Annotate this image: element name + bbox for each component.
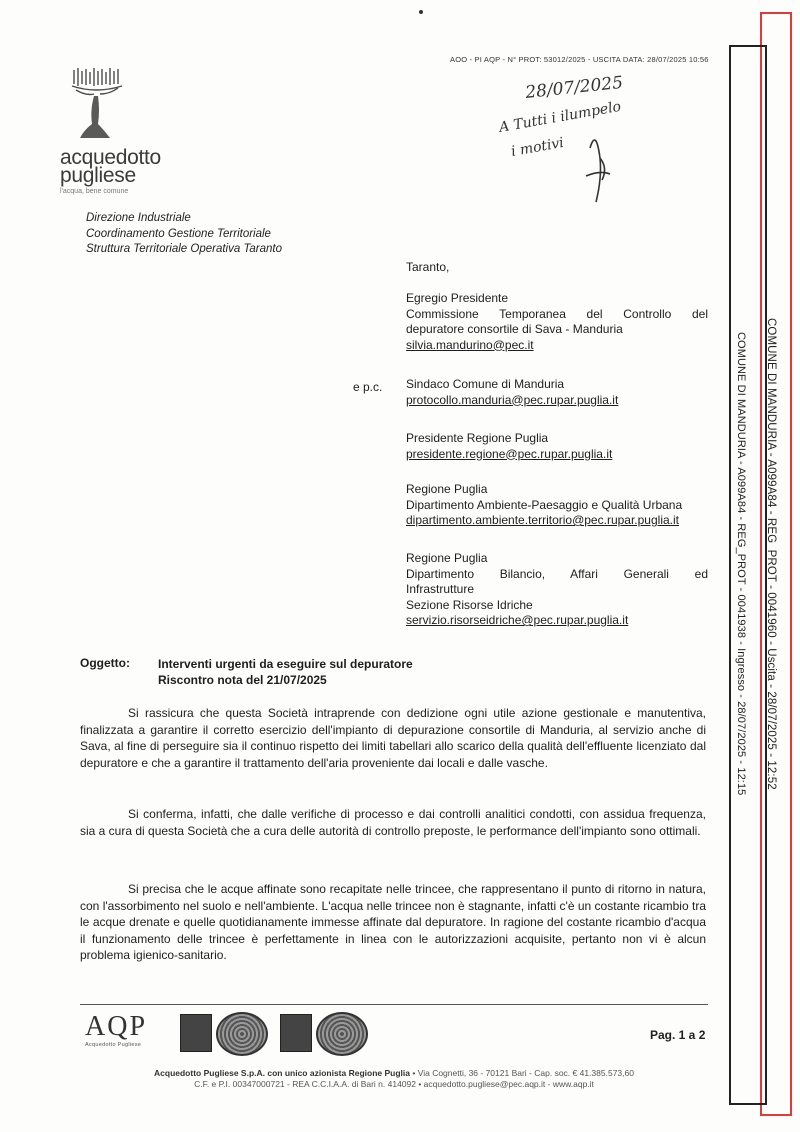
recipient-email[interactable]: servizio.risorseidriche@pec.rupar.puglia.it bbox=[406, 613, 629, 627]
aqp-logo-text: AQP bbox=[85, 1011, 148, 1042]
scan-dot bbox=[419, 10, 423, 14]
brand-name-1: acquedotto bbox=[60, 146, 161, 169]
body-paragraph-1 bbox=[80, 705, 706, 771]
certification-badge-icon bbox=[280, 1014, 312, 1052]
recipient-line: Regione Puglia bbox=[406, 482, 488, 496]
registration-stamp-uscita: COMUNE DI MANDURIA - A099A84 - REG_PROT - 0041960 - Uscita - 28/07/2025 - 12:52 bbox=[765, 318, 777, 790]
recipient-line: Commissione Temporanea del Controllo del bbox=[406, 306, 708, 321]
recipient-line: Sezione Risorse Idriche bbox=[406, 597, 533, 612]
sender-line: Coordinamento Gestione Territoriale bbox=[86, 227, 271, 240]
recipient-2 bbox=[406, 377, 708, 408]
company-registration: C.F. e P.I. 00347000721 - REA C.C.I.A.A. di Bari n. 414092 • acquedotto.pugliese@pec.aqp.it - www.aqp.it bbox=[194, 1079, 594, 1089]
recipient-line: Presidente Regione Puglia bbox=[406, 431, 549, 445]
body-paragraph-2 bbox=[80, 806, 706, 839]
paragraph-text: Si rassicura che questa Società intraprende con dedizione ogni utile azione gestionale e manutentiva, finalizzata a garantire il corretto esercizio dell'impianto di depurazione consortile di Manduria, al servizio anche di Sava, al fine di perseguire sia il continuo rispetto dei limiti tabellari allo scarico della qualità dell'effluente licenziato dal depuratore e che a garantire il trattamento dell'aria proveniente dai locali e dalle vasche. bbox=[80, 706, 706, 770]
paragraph-text: Si conferma, infatti, che dalle verifiche di processo e dai controlli analitici condotti, con assidua frequenza, sia a cura di questa Società che a cura delle autorità di controllo preposte, le performance dell'impianto sono ottimali. bbox=[80, 807, 706, 838]
recipient-4 bbox=[406, 482, 708, 529]
sender-block bbox=[86, 211, 282, 258]
company-info bbox=[80, 1068, 708, 1090]
protocol-header: AOO - PI AQP - N° PROT: 53012/2025 - USCITA DATA: 28/07/2025 10:56 bbox=[450, 55, 709, 64]
footer-logo bbox=[85, 1012, 165, 1048]
recipient-line: Infrastrutture bbox=[406, 582, 475, 596]
recipient-email[interactable]: presidente.regione@pec.rupar.puglia.it bbox=[406, 446, 613, 461]
place-date: Taranto, bbox=[406, 260, 450, 274]
subject-line: Interventi urgenti da eseguire sul depuratore bbox=[158, 657, 413, 671]
recipient-email[interactable]: dipartimento.ambiente.territorio@pec.rupar.puglia.it bbox=[406, 513, 679, 527]
handwritten-note-2: i motivi bbox=[509, 134, 566, 160]
aqp-logo-sub: Acquedotto Pugliese bbox=[85, 1042, 142, 1048]
olive-tree-icon bbox=[66, 66, 126, 144]
subject-line: Riscontro nota del 21/07/2025 bbox=[158, 673, 327, 687]
recipient-line: Sindaco Comune di Manduria bbox=[406, 377, 565, 391]
recipient-line: Dipartimento Bilancio, Affari Generali ed bbox=[406, 566, 708, 581]
sender-line: Struttura Territoriale Operativa Taranto bbox=[86, 243, 283, 255]
certification-seal-icon bbox=[316, 1012, 368, 1056]
recipient-email[interactable]: protocollo.manduria@pec.rupar.puglia.it bbox=[406, 392, 619, 407]
handwritten-note-1: A Tutti i ilumpelo bbox=[497, 98, 623, 136]
registration-stamp-ingresso: COMUNE DI MANDURIA - A099A84 - REG_PROT - 0041938 - Ingresso - 28/07/2025 - 12:15 bbox=[735, 332, 747, 796]
recipient-3 bbox=[406, 431, 708, 462]
company-name: Acquedotto Pugliese S.p.A. con unico azionista Regione Puglia bbox=[154, 1068, 410, 1078]
recipient-line: Regione Puglia bbox=[406, 551, 488, 565]
recipient-line: depuratore consortile di Sava - Manduria bbox=[406, 322, 623, 336]
certification-badge-icon bbox=[180, 1014, 212, 1052]
subject bbox=[158, 656, 413, 688]
epc-label: e p.c. bbox=[353, 380, 383, 394]
paragraph-text: Si precisa che le acque affinate sono recapitate nelle trincee, che rappresentano il punto di ritorno in natura, con l'assorbimento nel suolo e nell'ambiente. L'acqua nelle trincee non è stagnante, infatti c'è un costante ricambio tra le acque drenate e quelle quotidianamente immesse affinate dal depuratore. In ragione del costante ricambio d'acqua il funzionamento delle trincee è perfettamente in linea con le autorizzazioni acquisite, pertanto non vi è alcun problema igienico-sanitario. bbox=[80, 882, 706, 962]
footer-divider bbox=[80, 1004, 708, 1005]
page-number: Pag. 1 a 2 bbox=[650, 1028, 706, 1042]
handwritten-annotation bbox=[490, 68, 720, 208]
recipient-line: Egregio Presidente bbox=[406, 291, 509, 305]
recipient-line: Dipartimento Ambiente-Paesaggio e Qualità Urbana bbox=[406, 497, 683, 512]
company-address: • Via Cognetti, 36 - 70121 Bari - Cap. soc. € 41.385.573,60 bbox=[410, 1068, 634, 1078]
certification-seal-icon bbox=[216, 1012, 268, 1056]
recipient-email[interactable]: silvia.mandurino@pec.it bbox=[406, 337, 534, 352]
brand-tagline: l'acqua, bene comune bbox=[60, 188, 129, 195]
sender-line: Direzione Industriale bbox=[86, 212, 191, 224]
body-paragraph-3 bbox=[80, 881, 706, 964]
recipient-1 bbox=[406, 291, 708, 353]
subject-label: Oggetto: bbox=[80, 656, 130, 670]
brand-name-2: pugliese bbox=[60, 164, 136, 187]
recipient-5 bbox=[406, 551, 708, 629]
handwritten-date: 28/07/2025 bbox=[524, 72, 624, 103]
handwritten-signature bbox=[586, 140, 610, 202]
company-logo bbox=[60, 66, 210, 195]
